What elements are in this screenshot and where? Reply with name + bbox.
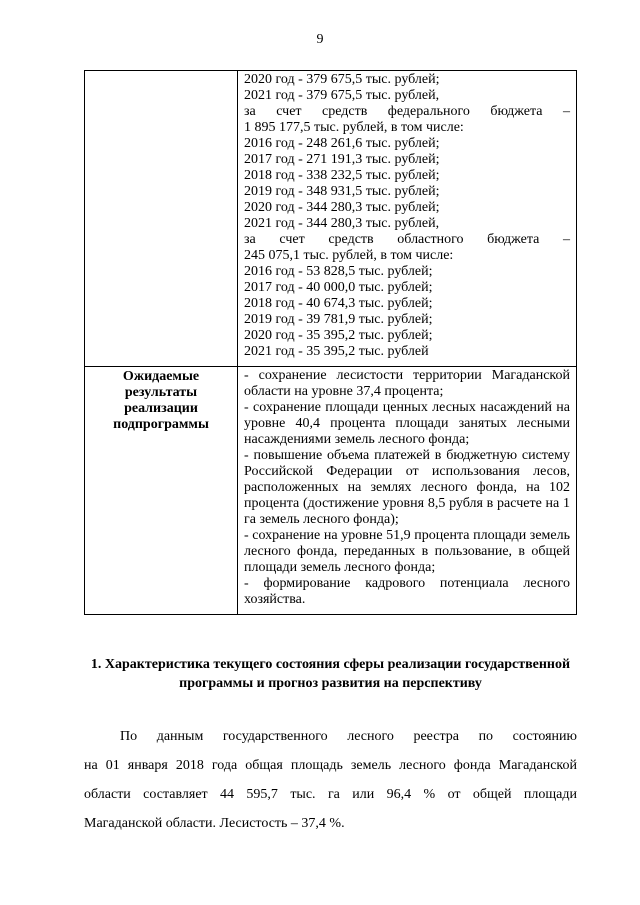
- table-row-funding: [85, 71, 577, 367]
- funding-line: 245 075,1 тыс. рублей, в том числе:: [244, 248, 454, 263]
- funding-line: 2016 год - 248 261,6 тыс. рублей;: [244, 136, 440, 151]
- section-heading: 1. Характеристика текущего состояния сферы реализации государственной программы и прогноз развития на перспективу: [90, 657, 571, 691]
- result-item: - сохранение на уровне 51,9 процента площади земель лесного фонда, переданных в пользование, в общей площади земель лесного фонда;: [244, 528, 570, 575]
- funding-line: 2017 год - 40 000,0 тыс. рублей;: [244, 280, 433, 295]
- paragraph-line: Магаданской области. Лесистость – 37,4 %.: [84, 816, 345, 831]
- funding-line: 2016 год - 53 828,5 тыс. рублей;: [244, 264, 433, 279]
- expected-results-label: Ожидаемые результаты реализации подпрограммы: [85, 367, 238, 615]
- passport-table: [84, 70, 577, 615]
- result-item: - повышение объема платежей в бюджетную систему Российской Федерации от использования лесов, расположенных на землях лесного фонда, на 102 процента (достижение уровня 8,5 рубля в расчете на 1 га земель лесного фонда);: [244, 448, 570, 527]
- result-item: - формирование кадрового потенциала лесного хозяйства.: [244, 576, 570, 607]
- result-item: - сохранение площади ценных лесных насаждений на уровне 40,4 процента площади занятых лесными насаждениями земель лесного фонда;: [244, 400, 570, 447]
- paragraph-line: области составляет 44 595,7 тыс. га или 96,4 % от общей площади: [84, 787, 577, 802]
- funding-line: 2018 год - 338 232,5 тыс. рублей;: [244, 168, 440, 183]
- funding-line: 2020 год - 379 675,5 тыс. рублей;: [244, 72, 440, 87]
- funding-line: за счет средств областного бюджета –: [244, 232, 570, 247]
- funding-line: 2020 год - 344 280,3 тыс. рублей;: [244, 200, 440, 215]
- funding-label-cell: [85, 71, 238, 367]
- funding-line: 2017 год - 271 191,3 тыс. рублей;: [244, 152, 440, 167]
- funding-line: 2021 год - 35 395,2 тыс. рублей: [244, 344, 429, 359]
- result-item: - сохранение лесистости территории Магаданской области на уровне 37,4 процента;: [244, 368, 570, 399]
- funding-line: за счет средств федерального бюджета –: [244, 104, 570, 119]
- funding-line: 1 895 177,5 тыс. рублей, в том числе:: [244, 120, 464, 135]
- funding-line: 2018 год - 40 674,3 тыс. рублей;: [244, 296, 433, 311]
- funding-line: 2021 год - 379 675,5 тыс. рублей,: [244, 88, 440, 103]
- paragraph-line: По данным государственного лесного реестра по состоянию: [120, 729, 577, 744]
- funding-content-cell: [238, 71, 577, 367]
- funding-line: 2019 год - 348 931,5 тыс. рублей;: [244, 184, 440, 199]
- expected-results-content: [238, 367, 577, 615]
- body-paragraph: [84, 722, 577, 838]
- funding-line: 2021 год - 344 280,3 тыс. рублей,: [244, 216, 440, 231]
- funding-line: 2019 год - 39 781,9 тыс. рублей;: [244, 312, 433, 327]
- funding-line: 2020 год - 35 395,2 тыс. рублей;: [244, 328, 433, 343]
- page-number: 9: [316, 32, 324, 47]
- table-row-expected-results: [85, 367, 577, 615]
- paragraph-line: на 01 января 2018 года общая площадь земель лесного фонда Магаданской: [84, 758, 577, 773]
